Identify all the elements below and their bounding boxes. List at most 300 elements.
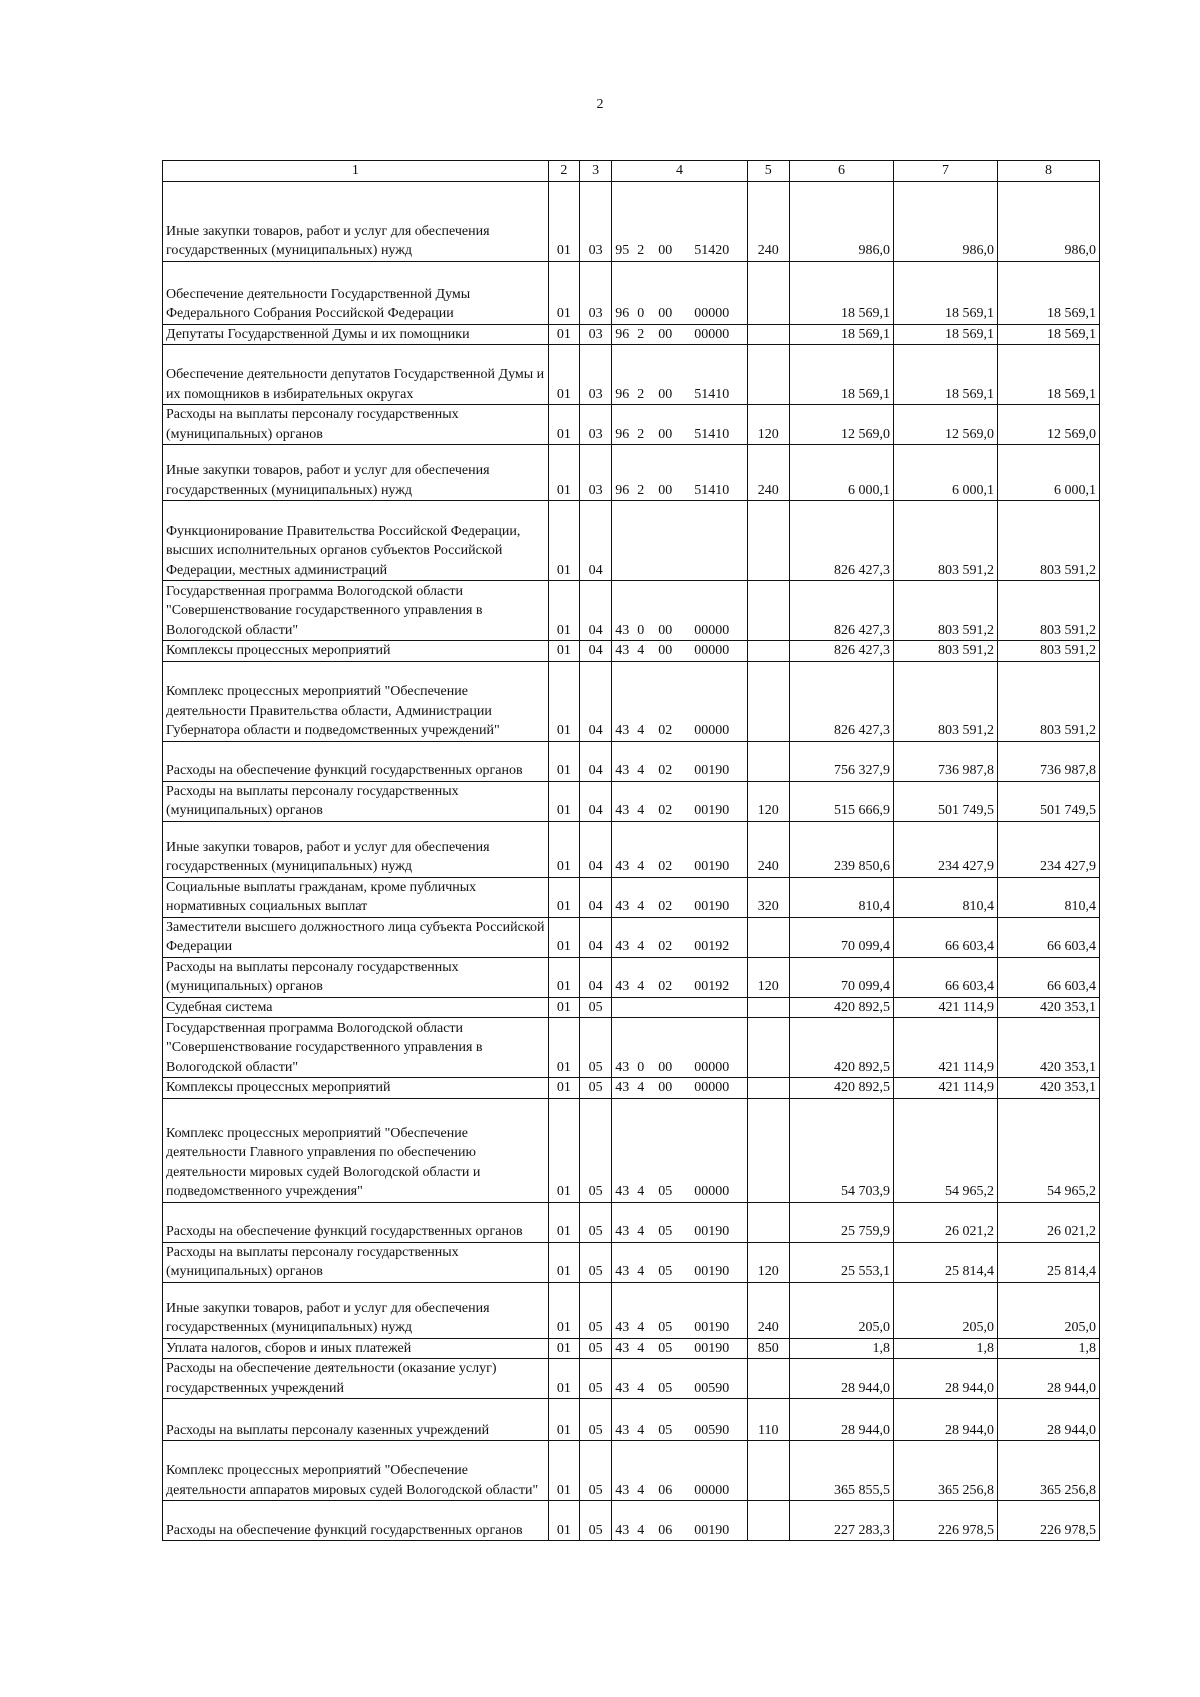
amount-year1-cell: 420 892,5 <box>790 1078 894 1099</box>
section-code-cell: 01 <box>548 1501 579 1541</box>
section-code-cell: 01 <box>548 877 579 917</box>
expense-type-cell <box>747 345 789 405</box>
row-name-cell: Комплекс процессных мероприятий "Обеспечение деятельности аппаратов мировых судей Вологодской области" <box>163 1441 549 1501</box>
section-code-cell: 01 <box>548 1338 579 1359</box>
target-article-cell <box>612 1501 747 1541</box>
direction-code: 00000 <box>694 643 730 658</box>
event-code: 00 <box>658 426 673 442</box>
amount-year1-cell: 227 283,3 <box>790 1501 894 1541</box>
header-cell: 8 <box>997 161 1099 182</box>
program-code: 43 <box>615 899 630 914</box>
expense-type-cell <box>747 997 789 1018</box>
table-row <box>163 1282 1100 1338</box>
row-name-cell: Расходы на выплаты персоналу государственных (муниципальных) органов <box>163 957 549 997</box>
subprogram-code: 4 <box>637 1320 645 1335</box>
subsection-code-cell: 04 <box>580 581 612 641</box>
table-row <box>163 661 1100 741</box>
table-row <box>163 1242 1100 1282</box>
amount-year2-cell: 18 569,1 <box>893 345 997 405</box>
event-code: 05 <box>658 1264 673 1279</box>
subsection-code-cell: 04 <box>580 501 612 581</box>
event-code: 05 <box>658 1320 673 1335</box>
expense-type-cell <box>747 917 789 957</box>
event-code: 00 <box>658 622 673 638</box>
target-article-cell <box>612 1359 747 1399</box>
direction-code: 51410 <box>694 426 730 442</box>
event-code: 00 <box>658 1080 673 1095</box>
section-code-cell: 01 <box>548 261 579 324</box>
direction-code: 51410 <box>694 386 730 402</box>
row-name-cell: Расходы на выплаты персоналу государственных (муниципальных) органов <box>163 1242 549 1282</box>
header-cell: 2 <box>548 161 579 182</box>
amount-year3-cell: 26 021,2 <box>997 1202 1099 1242</box>
target-article-cell <box>612 1078 747 1099</box>
target-article-cell <box>612 1399 747 1441</box>
direction-code: 00190 <box>694 763 730 778</box>
subprogram-code: 4 <box>637 1184 645 1199</box>
row-name-cell: Иные закупки товаров, работ и услуг для обеспечения государственных (муниципальных) нужд <box>163 1282 549 1338</box>
subprogram-code: 4 <box>637 803 645 818</box>
section-code-cell: 01 <box>548 1098 579 1202</box>
table-row <box>163 501 1100 581</box>
event-code: 00 <box>658 482 673 498</box>
amount-year3-cell: 736 987,8 <box>997 741 1099 781</box>
table-row <box>163 1098 1100 1202</box>
event-code: 06 <box>658 1522 673 1538</box>
subprogram-code: 2 <box>637 243 645 258</box>
expense-type-cell <box>747 324 789 345</box>
subprogram-code: 4 <box>637 763 645 778</box>
subsection-code-cell: 05 <box>580 997 612 1018</box>
row-name-cell: Заместители высшего должностного лица субъекта Российской Федерации <box>163 917 549 957</box>
direction-code: 51420 <box>694 243 730 258</box>
amount-year1-cell: 28 944,0 <box>790 1399 894 1441</box>
row-name-cell: Расходы на обеспечение функций государственных органов <box>163 1202 549 1242</box>
expense-type-cell <box>747 1098 789 1202</box>
program-code: 43 <box>615 723 630 738</box>
expense-type-cell <box>747 501 789 581</box>
row-name-cell: Депутаты Государственной Думы и их помощники <box>163 324 549 345</box>
direction-code: 00000 <box>694 1059 730 1075</box>
direction-code: 00190 <box>694 1340 730 1356</box>
amount-year2-cell: 501 749,5 <box>893 781 997 821</box>
subprogram-code: 0 <box>637 1059 645 1075</box>
direction-code: 00192 <box>694 979 730 994</box>
amount-year2-cell: 25 814,4 <box>893 1242 997 1282</box>
amount-year3-cell: 501 749,5 <box>997 781 1099 821</box>
amount-year1-cell: 6 000,1 <box>790 445 894 501</box>
subprogram-code: 4 <box>637 1522 645 1538</box>
section-code-cell: 01 <box>548 1399 579 1441</box>
subsection-code-cell: 05 <box>580 1501 612 1541</box>
target-article-cell <box>612 1098 747 1202</box>
subsection-code-cell: 05 <box>580 1202 612 1242</box>
program-code: 43 <box>615 1224 630 1239</box>
direction-code: 00192 <box>694 939 730 954</box>
row-name-cell: Расходы на выплаты персоналу государственных (муниципальных) органов <box>163 405 549 445</box>
section-code-cell: 01 <box>548 741 579 781</box>
row-name-cell: Судебная система <box>163 997 549 1018</box>
subprogram-code: 4 <box>637 1422 645 1438</box>
subprogram-code: 4 <box>637 643 645 658</box>
amount-year1-cell: 826 427,3 <box>790 641 894 662</box>
subprogram-code: 4 <box>637 1264 645 1279</box>
direction-code: 00000 <box>694 306 730 321</box>
subprogram-code: 2 <box>637 386 645 402</box>
table-row <box>163 641 1100 662</box>
program-code: 43 <box>615 1340 630 1356</box>
program-code: 96 <box>615 426 630 442</box>
program-code: 43 <box>615 1080 630 1095</box>
subprogram-code: 4 <box>637 723 645 738</box>
target-article-cell <box>612 261 747 324</box>
event-code: 02 <box>658 723 673 738</box>
section-code-cell: 01 <box>548 581 579 641</box>
program-code: 43 <box>615 643 630 658</box>
expense-type-cell: 110 <box>747 1399 789 1441</box>
expense-type-cell <box>747 1202 789 1242</box>
program-code: 43 <box>615 1320 630 1335</box>
section-code-cell: 01 <box>548 997 579 1018</box>
table-row <box>163 1018 1100 1078</box>
table-row <box>163 345 1100 405</box>
subprogram-code: 4 <box>637 899 645 914</box>
direction-code: 00000 <box>694 622 730 638</box>
subsection-code-cell: 03 <box>580 324 612 345</box>
table-row <box>163 877 1100 917</box>
subprogram-code: 4 <box>637 939 645 954</box>
amount-year2-cell: 6 000,1 <box>893 445 997 501</box>
table-row <box>163 181 1100 261</box>
subprogram-code: 4 <box>637 979 645 994</box>
expense-type-cell: 240 <box>747 1282 789 1338</box>
event-code: 02 <box>658 859 673 874</box>
table-row <box>163 324 1100 345</box>
direction-code: 00190 <box>694 899 730 914</box>
amount-year3-cell: 66 603,4 <box>997 957 1099 997</box>
amount-year3-cell: 66 603,4 <box>997 917 1099 957</box>
event-code: 05 <box>658 1422 673 1438</box>
expense-type-cell <box>747 1018 789 1078</box>
table-row <box>163 581 1100 641</box>
row-name-cell: Иные закупки товаров, работ и услуг для обеспечения государственных (муниципальных) нужд <box>163 181 549 261</box>
amount-year3-cell: 1,8 <box>997 1338 1099 1359</box>
amount-year1-cell: 1,8 <box>790 1338 894 1359</box>
amount-year2-cell: 421 114,9 <box>893 997 997 1018</box>
section-code-cell: 01 <box>548 957 579 997</box>
subsection-code-cell: 04 <box>580 917 612 957</box>
amount-year2-cell: 365 256,8 <box>893 1441 997 1501</box>
subsection-code-cell: 04 <box>580 781 612 821</box>
program-code: 43 <box>615 1522 630 1538</box>
amount-year2-cell: 1,8 <box>893 1338 997 1359</box>
amount-year2-cell: 803 591,2 <box>893 641 997 662</box>
amount-year2-cell: 18 569,1 <box>893 261 997 324</box>
amount-year3-cell: 810,4 <box>997 877 1099 917</box>
expense-type-cell: 120 <box>747 781 789 821</box>
target-article-cell <box>612 1338 747 1359</box>
program-code: 43 <box>615 1482 630 1498</box>
expense-type-cell: 120 <box>747 405 789 445</box>
target-article-cell <box>612 641 747 662</box>
section-code-cell: 01 <box>548 1018 579 1078</box>
section-code-cell: 01 <box>548 1242 579 1282</box>
amount-year3-cell: 803 591,2 <box>997 581 1099 641</box>
program-code: 95 <box>615 243 630 258</box>
event-code: 06 <box>658 1482 673 1498</box>
expense-type-cell: 120 <box>747 957 789 997</box>
amount-year2-cell: 66 603,4 <box>893 957 997 997</box>
table-row <box>163 445 1100 501</box>
page-number: 2 <box>596 97 604 112</box>
table-row <box>163 1202 1100 1242</box>
expense-type-cell: 120 <box>747 1242 789 1282</box>
target-article-cell <box>612 741 747 781</box>
event-code: 00 <box>658 306 673 321</box>
amount-year3-cell: 28 944,0 <box>997 1359 1099 1399</box>
amount-year1-cell: 18 569,1 <box>790 324 894 345</box>
subprogram-code: 2 <box>637 326 645 342</box>
amount-year3-cell: 420 353,1 <box>997 1078 1099 1099</box>
amount-year3-cell: 205,0 <box>997 1282 1099 1338</box>
amount-year2-cell: 66 603,4 <box>893 917 997 957</box>
subsection-code-cell: 05 <box>580 1441 612 1501</box>
direction-code: 00190 <box>694 1224 730 1239</box>
amount-year1-cell: 205,0 <box>790 1282 894 1338</box>
subsection-code-cell: 05 <box>580 1242 612 1282</box>
expense-type-cell <box>747 261 789 324</box>
amount-year2-cell: 803 591,2 <box>893 581 997 641</box>
subprogram-code: 2 <box>637 482 645 498</box>
event-code: 05 <box>658 1380 673 1396</box>
table-row <box>163 781 1100 821</box>
table-row <box>163 1399 1100 1441</box>
row-name-cell: Обеспечение деятельности депутатов Государственной Думы и их помощников в избирательных округах <box>163 345 549 405</box>
row-name-cell: Расходы на обеспечение функций государственных органов <box>163 741 549 781</box>
subprogram-code: 4 <box>637 1224 645 1239</box>
event-code: 00 <box>658 1059 673 1075</box>
amount-year3-cell: 803 591,2 <box>997 641 1099 662</box>
amount-year1-cell: 70 099,4 <box>790 957 894 997</box>
subprogram-code: 4 <box>637 1482 645 1498</box>
target-article-cell <box>612 501 747 581</box>
program-code: 96 <box>615 326 630 342</box>
amount-year3-cell: 54 965,2 <box>997 1098 1099 1202</box>
event-code: 02 <box>658 939 673 954</box>
section-code-cell: 01 <box>548 181 579 261</box>
event-code: 02 <box>658 763 673 778</box>
expense-type-cell: 240 <box>747 445 789 501</box>
amount-year2-cell: 18 569,1 <box>893 324 997 345</box>
subsection-code-cell: 05 <box>580 1018 612 1078</box>
amount-year1-cell: 18 569,1 <box>790 345 894 405</box>
program-code: 43 <box>615 859 630 874</box>
subsection-code-cell: 03 <box>580 445 612 501</box>
row-name-cell: Государственная программа Вологодской области "Совершенствование государственного управления в Вологодской области" <box>163 581 549 641</box>
target-article-cell <box>612 997 747 1018</box>
subsection-code-cell: 05 <box>580 1399 612 1441</box>
direction-code: 51410 <box>694 482 730 498</box>
target-article-cell <box>612 821 747 877</box>
program-code: 96 <box>615 386 630 402</box>
target-article-cell <box>612 1242 747 1282</box>
direction-code: 00190 <box>694 1264 730 1279</box>
amount-year3-cell: 18 569,1 <box>997 345 1099 405</box>
section-code-cell: 01 <box>548 781 579 821</box>
program-code: 43 <box>615 1184 630 1199</box>
amount-year3-cell: 6 000,1 <box>997 445 1099 501</box>
subsection-code-cell: 05 <box>580 1359 612 1399</box>
amount-year2-cell: 810,4 <box>893 877 997 917</box>
amount-year1-cell: 420 892,5 <box>790 997 894 1018</box>
amount-year1-cell: 826 427,3 <box>790 581 894 641</box>
target-article-cell <box>612 445 747 501</box>
direction-code: 00190 <box>694 1320 730 1335</box>
direction-code: 00590 <box>694 1380 730 1396</box>
amount-year1-cell: 756 327,9 <box>790 741 894 781</box>
header-cell: 6 <box>790 161 894 182</box>
expense-type-cell: 320 <box>747 877 789 917</box>
budget-table <box>162 160 1100 1541</box>
section-code-cell: 01 <box>548 1078 579 1099</box>
amount-year3-cell: 25 814,4 <box>997 1242 1099 1282</box>
subsection-code-cell: 04 <box>580 641 612 662</box>
event-code: 05 <box>658 1224 673 1239</box>
subprogram-code: 0 <box>637 622 645 638</box>
section-code-cell: 01 <box>548 1441 579 1501</box>
amount-year2-cell: 234 427,9 <box>893 821 997 877</box>
direction-code: 00190 <box>694 859 730 874</box>
expense-type-cell: 240 <box>747 821 789 877</box>
subsection-code-cell: 03 <box>580 345 612 405</box>
amount-year2-cell: 26 021,2 <box>893 1202 997 1242</box>
amount-year2-cell: 226 978,5 <box>893 1501 997 1541</box>
row-name-cell: Уплата налогов, сборов и иных платежей <box>163 1338 549 1359</box>
row-name-cell: Обеспечение деятельности Государственной Думы Федерального Собрания Российской Федерации <box>163 261 549 324</box>
program-code: 43 <box>615 939 630 954</box>
subprogram-code: 0 <box>637 306 645 321</box>
subsection-code-cell: 05 <box>580 1098 612 1202</box>
section-code-cell: 01 <box>548 501 579 581</box>
section-code-cell: 01 <box>548 445 579 501</box>
target-article-cell <box>612 1202 747 1242</box>
row-name-cell: Расходы на обеспечение функций государственных органов <box>163 1501 549 1541</box>
subprogram-code: 4 <box>637 1080 645 1095</box>
subsection-code-cell: 03 <box>580 405 612 445</box>
event-code: 02 <box>658 803 673 818</box>
row-name-cell: Социальные выплаты гражданам, кроме публичных нормативных социальных выплат <box>163 877 549 917</box>
subprogram-code: 2 <box>637 426 645 442</box>
target-article-cell <box>612 324 747 345</box>
table-header-row <box>163 161 1100 182</box>
expense-type-cell: 850 <box>747 1338 789 1359</box>
target-article-cell <box>612 661 747 741</box>
header-cell: 3 <box>580 161 612 182</box>
header-cell: 1 <box>163 161 549 182</box>
subsection-code-cell: 05 <box>580 1338 612 1359</box>
amount-year1-cell: 365 855,5 <box>790 1441 894 1501</box>
target-article-cell <box>612 405 747 445</box>
expense-type-cell <box>747 1078 789 1099</box>
header-cell: 7 <box>893 161 997 182</box>
amount-year2-cell: 421 114,9 <box>893 1078 997 1099</box>
expense-type-cell <box>747 1359 789 1399</box>
amount-year1-cell: 12 569,0 <box>790 405 894 445</box>
table-row <box>163 917 1100 957</box>
amount-year2-cell: 803 591,2 <box>893 501 997 581</box>
table-row <box>163 405 1100 445</box>
event-code: 00 <box>658 243 673 258</box>
amount-year3-cell: 365 256,8 <box>997 1441 1099 1501</box>
subsection-code-cell: 03 <box>580 181 612 261</box>
row-name-cell: Расходы на выплаты персоналу государственных (муниципальных) органов <box>163 781 549 821</box>
target-article-cell <box>612 1282 747 1338</box>
direction-code: 00190 <box>694 1522 730 1538</box>
expense-type-cell <box>747 581 789 641</box>
expense-type-cell <box>747 661 789 741</box>
table-row <box>163 1359 1100 1399</box>
subprogram-code: 4 <box>637 1340 645 1356</box>
row-name-cell: Расходы на обеспечение деятельности (оказание услуг) государственных учреждений <box>163 1359 549 1399</box>
section-code-cell: 01 <box>548 1202 579 1242</box>
subsection-code-cell: 04 <box>580 877 612 917</box>
amount-year3-cell: 18 569,1 <box>997 324 1099 345</box>
amount-year1-cell: 826 427,3 <box>790 661 894 741</box>
program-code: 43 <box>615 622 630 638</box>
event-code: 05 <box>658 1340 673 1356</box>
table-row <box>163 1078 1100 1099</box>
target-article-cell <box>612 781 747 821</box>
table-row <box>163 1501 1100 1541</box>
amount-year1-cell: 826 427,3 <box>790 501 894 581</box>
expense-type-cell <box>747 741 789 781</box>
section-code-cell: 01 <box>548 917 579 957</box>
program-code: 43 <box>615 979 630 994</box>
amount-year1-cell: 810,4 <box>790 877 894 917</box>
target-article-cell <box>612 1018 747 1078</box>
program-code: 43 <box>615 1422 630 1438</box>
event-code: 02 <box>658 899 673 914</box>
amount-year3-cell: 28 944,0 <box>997 1399 1099 1441</box>
amount-year3-cell: 986,0 <box>997 181 1099 261</box>
section-code-cell: 01 <box>548 641 579 662</box>
direction-code: 00000 <box>694 1184 730 1199</box>
table-row <box>163 741 1100 781</box>
subprogram-code: 4 <box>637 1380 645 1396</box>
expense-type-cell <box>747 641 789 662</box>
subsection-code-cell: 04 <box>580 741 612 781</box>
amount-year2-cell: 28 944,0 <box>893 1359 997 1399</box>
direction-code: 00000 <box>694 1080 730 1095</box>
subsection-code-cell: 04 <box>580 957 612 997</box>
amount-year1-cell: 420 892,5 <box>790 1018 894 1078</box>
event-code: 00 <box>658 643 673 658</box>
amount-year3-cell: 803 591,2 <box>997 661 1099 741</box>
table-body <box>163 161 1100 1541</box>
row-name-cell: Расходы на выплаты персоналу казенных учреждений <box>163 1399 549 1441</box>
direction-code: 00000 <box>694 1482 730 1498</box>
table-row <box>163 1338 1100 1359</box>
subsection-code-cell: 03 <box>580 261 612 324</box>
section-code-cell: 01 <box>548 345 579 405</box>
table-row <box>163 261 1100 324</box>
direction-code: 00000 <box>694 326 730 342</box>
amount-year2-cell: 986,0 <box>893 181 997 261</box>
amount-year2-cell: 205,0 <box>893 1282 997 1338</box>
amount-year2-cell: 28 944,0 <box>893 1399 997 1441</box>
amount-year2-cell: 736 987,8 <box>893 741 997 781</box>
amount-year2-cell: 421 114,9 <box>893 1018 997 1078</box>
